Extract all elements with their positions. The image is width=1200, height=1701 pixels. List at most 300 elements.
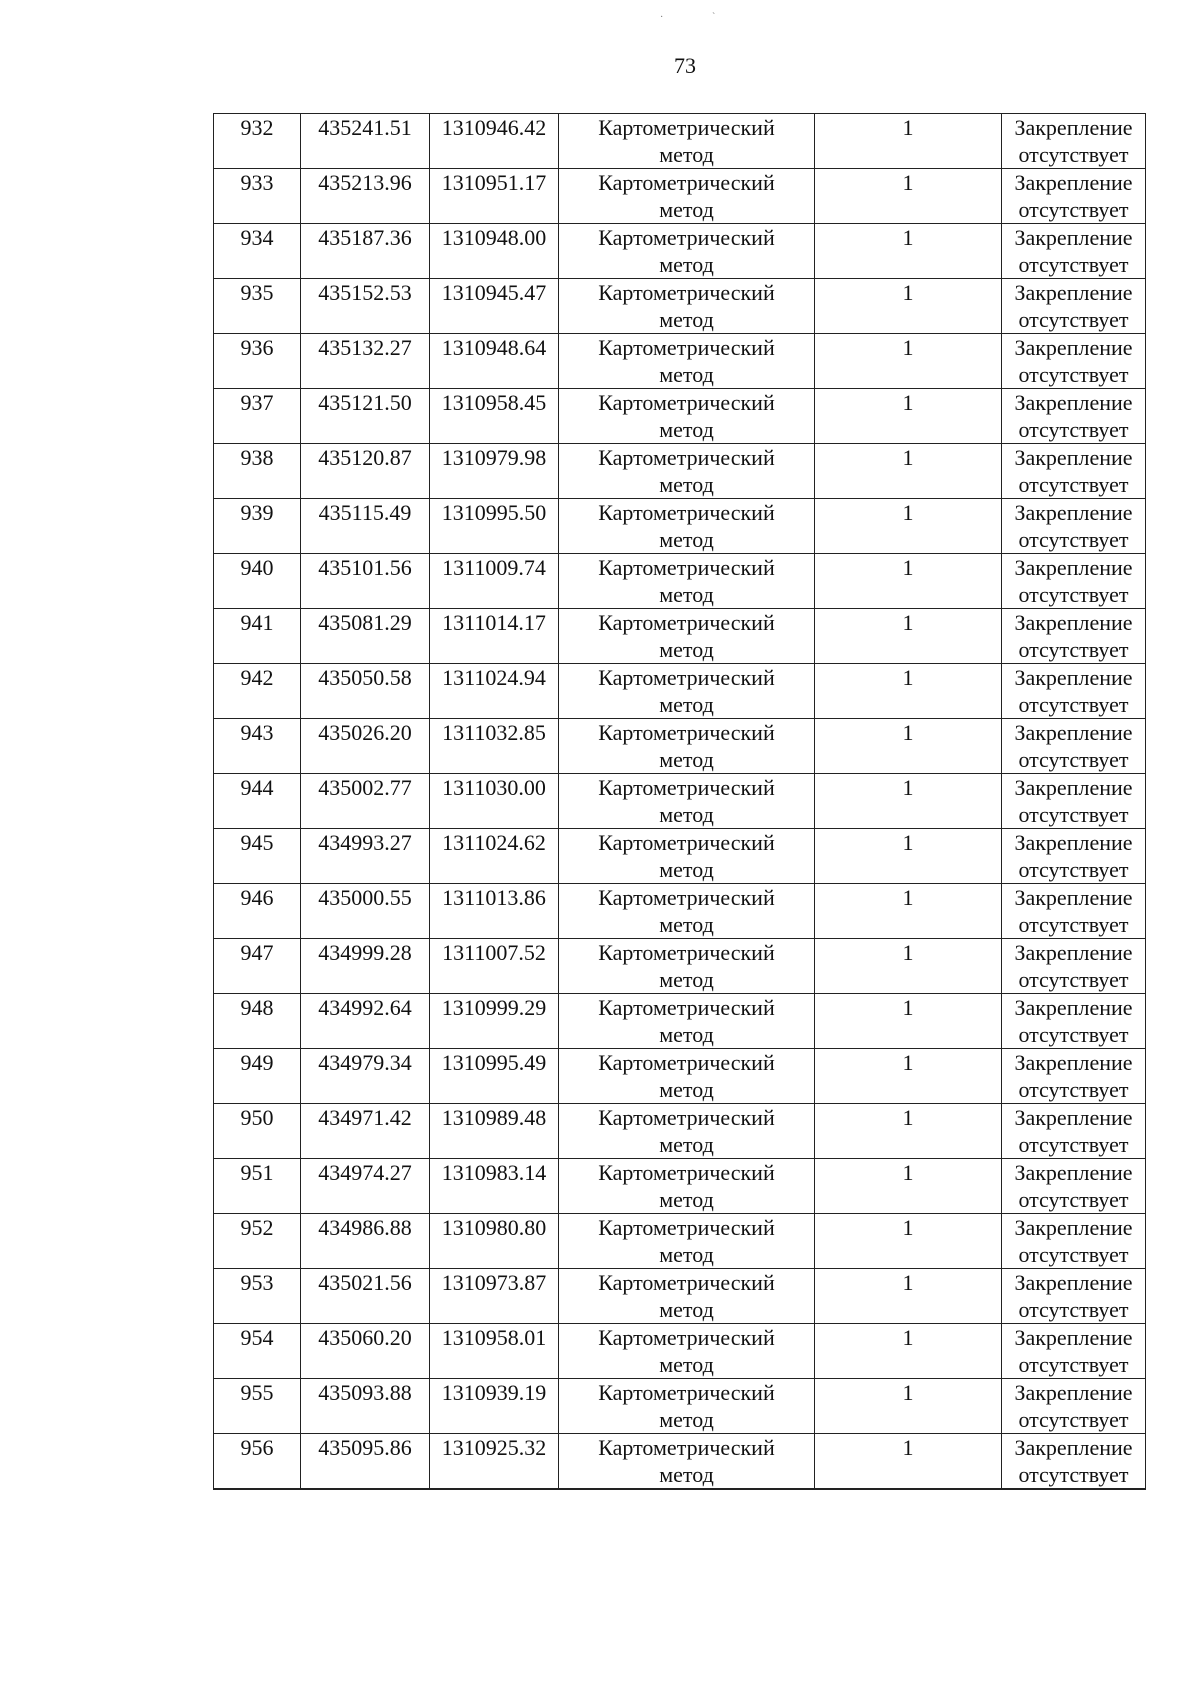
accuracy-value: 1 [902,1380,914,1405]
fixing-text: отсутствует [1018,692,1129,717]
x-coordinate: 434999.28 [318,940,412,965]
fixing-text: Закрепление [1014,1105,1133,1130]
x-coordinate-cell [301,1159,430,1214]
accuracy-cell [815,719,1002,774]
accuracy-value: 1 [902,1435,914,1460]
method-cell [559,664,815,719]
x-coordinate: 435213.96 [318,170,412,195]
y-coordinate: 1310958.01 [441,1325,547,1350]
method-text: метод [659,1297,714,1322]
accuracy-value: 1 [902,665,914,690]
point-number: 936 [240,335,274,360]
page-number-text: 73 [674,53,696,78]
x-coordinate-cell [301,114,430,169]
method-text: Картометрический [598,830,775,855]
y-coordinate-cell [430,664,559,719]
point-number: 944 [240,775,274,800]
table-row [214,939,1146,994]
x-coordinate: 435187.36 [318,225,412,250]
table-row [214,1379,1146,1434]
fixing-text: отсутствует [1018,1077,1129,1102]
coordinates-table [213,113,1146,1490]
x-coordinate: 435132.27 [318,335,412,360]
fixing-cell [1002,774,1146,829]
point-number-cell [214,114,301,169]
x-coordinate-cell [301,1104,430,1159]
point-number-cell [214,389,301,444]
fixing-cell [1002,114,1146,169]
fixing-text: Закрепление [1014,335,1133,360]
y-coordinate: 1310939.19 [441,1380,547,1405]
table-row [214,994,1146,1049]
x-coordinate-cell [301,444,430,499]
table-row [214,279,1146,334]
accuracy-cell [815,1379,1002,1434]
x-coordinate: 435021.56 [318,1270,412,1295]
fixing-text: отсутствует [1018,472,1129,497]
y-coordinate-cell [430,1049,559,1104]
method-text: метод [659,1187,714,1212]
x-coordinate-cell [301,499,430,554]
accuracy-cell [815,279,1002,334]
accuracy-value: 1 [902,885,914,910]
method-cell [559,279,815,334]
x-coordinate-cell [301,1269,430,1324]
table-row [214,224,1146,279]
fixing-text: отсутствует [1018,1132,1129,1157]
fixing-cell [1002,609,1146,664]
x-coordinate: 434992.64 [318,995,412,1020]
method-text: Картометрический [598,500,775,525]
y-coordinate-cell [430,884,559,939]
method-text: метод [659,142,714,167]
accuracy-cell [815,224,1002,279]
point-number-cell [214,444,301,499]
point-number-cell [214,1379,301,1434]
fixing-text: Закрепление [1014,995,1133,1020]
x-coordinate: 434986.88 [318,1215,412,1240]
method-text: метод [659,1352,714,1377]
y-coordinate-cell [430,1434,559,1490]
fixing-text: Закрепление [1014,940,1133,965]
method-text: Картометрический [598,1050,775,1075]
accuracy-cell [815,994,1002,1049]
fixing-text: отсутствует [1018,1462,1129,1487]
accuracy-cell [815,1269,1002,1324]
fixing-text: Закрепление [1014,1050,1133,1075]
fixing-text: отсутствует [1018,857,1129,882]
y-coordinate-cell [430,114,559,169]
fixing-text: Закрепление [1014,170,1133,195]
table-row [214,499,1146,554]
accuracy-value: 1 [902,555,914,580]
x-coordinate-cell [301,169,430,224]
point-number: 932 [240,115,274,140]
y-coordinate-cell [430,939,559,994]
fixing-text: Закрепление [1014,1215,1133,1240]
x-coordinate-cell [301,829,430,884]
point-number: 946 [240,885,274,910]
method-text: Картометрический [598,1380,775,1405]
point-number-cell [214,939,301,994]
method-text: Картометрический [598,555,775,580]
fixing-text: Закрепление [1014,1160,1133,1185]
method-text: метод [659,1242,714,1267]
x-coordinate: 435241.51 [318,115,412,140]
accuracy-value: 1 [902,995,914,1020]
method-cell [559,334,815,389]
x-coordinate: 435081.29 [318,610,412,635]
x-coordinate: 435093.88 [318,1380,412,1405]
fixing-text: Закрепление [1014,1435,1133,1460]
x-coordinate-cell [301,609,430,664]
fixing-cell [1002,389,1146,444]
point-number: 937 [240,390,274,415]
method-cell [559,389,815,444]
fixing-cell [1002,169,1146,224]
fixing-cell [1002,884,1146,939]
fixing-text: Закрепление [1014,390,1133,415]
point-number-cell [214,1324,301,1379]
fixing-text: Закрепление [1014,775,1133,800]
fixing-cell [1002,334,1146,389]
x-coordinate: 434974.27 [318,1160,412,1185]
x-coordinate-cell [301,774,430,829]
fixing-text: отсутствует [1018,912,1129,937]
method-text: метод [659,197,714,222]
fixing-text: отсутствует [1018,1352,1129,1377]
y-coordinate: 1310999.29 [441,995,547,1020]
table-row [214,719,1146,774]
x-coordinate: 435115.49 [318,500,412,525]
fixing-cell [1002,939,1146,994]
accuracy-cell [815,114,1002,169]
method-text: Картометрический [598,940,775,965]
point-number-cell [214,1159,301,1214]
y-coordinate: 1310948.00 [441,225,547,250]
x-coordinate: 435152.53 [318,280,412,305]
table-row [214,1159,1146,1214]
method-cell [559,609,815,664]
table-row [214,1214,1146,1269]
fixing-cell [1002,224,1146,279]
method-text: метод [659,747,714,772]
method-text: Картометрический [598,885,775,910]
method-text: метод [659,692,714,717]
fixing-text: отсутствует [1018,252,1129,277]
y-coordinate-cell [430,774,559,829]
method-text: Картометрический [598,775,775,800]
point-number-cell [214,884,301,939]
method-text: метод [659,1407,714,1432]
point-number: 953 [240,1270,274,1295]
y-coordinate: 1310946.42 [441,115,547,140]
method-cell [559,444,815,499]
fixing-text: отсутствует [1018,1407,1129,1432]
point-number-cell [214,279,301,334]
accuracy-value: 1 [902,390,914,415]
accuracy-cell [815,389,1002,444]
point-number-cell [214,609,301,664]
fixing-text: отсутствует [1018,802,1129,827]
method-text: метод [659,637,714,662]
x-coordinate-cell [301,664,430,719]
fixing-text: отсутствует [1018,1187,1129,1212]
method-text: Картометрический [598,170,775,195]
point-number-cell [214,774,301,829]
method-text: метод [659,1077,714,1102]
table-row [214,664,1146,719]
method-text: метод [659,1022,714,1047]
accuracy-value: 1 [902,280,914,305]
y-coordinate: 1310948.64 [441,335,547,360]
scan-speck: ˋ [712,12,716,23]
y-coordinate: 1311009.74 [442,555,546,580]
point-number: 935 [240,280,274,305]
y-coordinate-cell [430,499,559,554]
table-row [214,554,1146,609]
table-row [214,114,1146,169]
y-coordinate-cell [430,1324,559,1379]
y-coordinate: 1311024.94 [442,665,546,690]
y-coordinate: 1310945.47 [441,280,547,305]
table-row [214,1434,1146,1490]
fixing-cell [1002,1324,1146,1379]
x-coordinate-cell [301,719,430,774]
method-cell [559,1049,815,1104]
method-text: метод [659,802,714,827]
point-number: 938 [240,445,274,470]
method-text: метод [659,1132,714,1157]
method-cell [559,224,815,279]
fixing-cell [1002,1214,1146,1269]
x-coordinate: 435050.58 [318,665,412,690]
method-text: метод [659,417,714,442]
x-coordinate-cell [301,1214,430,1269]
y-coordinate: 1310995.50 [441,500,547,525]
method-cell [559,994,815,1049]
accuracy-cell [815,1324,1002,1379]
y-coordinate-cell [430,444,559,499]
y-coordinate: 1310989.48 [441,1105,547,1130]
point-number: 940 [240,555,274,580]
method-text: Картометрический [598,1105,775,1130]
method-cell [559,1434,815,1490]
x-coordinate: 435121.50 [318,390,412,415]
fixing-text: Закрепление [1014,885,1133,910]
x-coordinate: 434993.27 [318,830,412,855]
accuracy-cell [815,664,1002,719]
accuracy-cell [815,1214,1002,1269]
point-number: 942 [240,665,274,690]
method-text: Картометрический [598,665,775,690]
fixing-text: Закрепление [1014,610,1133,635]
point-number-cell [214,719,301,774]
y-coordinate: 1311032.85 [442,720,546,745]
accuracy-cell [815,609,1002,664]
method-cell [559,1269,815,1324]
x-coordinate-cell [301,884,430,939]
accuracy-value: 1 [902,1160,914,1185]
fixing-text: отсутствует [1018,582,1129,607]
table-row [214,334,1146,389]
x-coordinate: 434971.42 [318,1105,412,1130]
accuracy-value: 1 [902,1050,914,1075]
accuracy-value: 1 [902,720,914,745]
method-text: Картометрический [598,1215,775,1240]
fixing-text: Закрепление [1014,115,1133,140]
accuracy-value: 1 [902,335,914,360]
y-coordinate: 1310951.17 [441,170,547,195]
point-number-cell [214,224,301,279]
method-cell [559,774,815,829]
x-coordinate: 435120.87 [318,445,412,470]
y-coordinate: 1311024.62 [442,830,546,855]
accuracy-cell [815,1159,1002,1214]
y-coordinate-cell [430,1214,559,1269]
y-coordinate: 1311030.00 [442,775,546,800]
method-cell [559,1379,815,1434]
accuracy-value: 1 [902,445,914,470]
page-number [0,52,1200,80]
point-number: 939 [240,500,274,525]
point-number: 956 [240,1435,274,1460]
method-text: Картометрический [598,720,775,745]
fixing-cell [1002,1379,1146,1434]
fixing-text: отсутствует [1018,1242,1129,1267]
accuracy-cell [815,939,1002,994]
fixing-text: отсутствует [1018,967,1129,992]
fixing-cell [1002,994,1146,1049]
y-coordinate-cell [430,1379,559,1434]
point-number: 945 [240,830,274,855]
point-number-cell [214,664,301,719]
fixing-text: Закрепление [1014,830,1133,855]
fixing-cell [1002,719,1146,774]
fixing-text: Закрепление [1014,500,1133,525]
fixing-cell [1002,554,1146,609]
point-number-cell [214,499,301,554]
accuracy-value: 1 [902,1215,914,1240]
method-text: метод [659,362,714,387]
x-coordinate-cell [301,554,430,609]
x-coordinate: 435026.20 [318,720,412,745]
method-text: Картометрический [598,995,775,1020]
x-coordinate: 434979.34 [318,1050,412,1075]
point-number: 934 [240,225,274,250]
accuracy-value: 1 [902,170,914,195]
y-coordinate: 1310979.98 [441,445,547,470]
point-number-cell [214,1434,301,1490]
table-row [214,444,1146,499]
y-coordinate-cell [430,609,559,664]
accuracy-cell [815,334,1002,389]
accuracy-value: 1 [902,940,914,965]
method-cell [559,719,815,774]
fixing-cell [1002,1104,1146,1159]
method-text: Картометрический [598,225,775,250]
x-coordinate-cell [301,1049,430,1104]
accuracy-value: 1 [902,830,914,855]
method-cell [559,829,815,884]
coordinates-table-body [214,114,1146,1490]
fixing-text: отсутствует [1018,307,1129,332]
x-coordinate: 435000.55 [318,885,412,910]
fixing-text: отсутствует [1018,142,1129,167]
y-coordinate: 1311013.86 [442,885,546,910]
point-number-cell [214,554,301,609]
method-cell [559,1324,815,1379]
table-row [214,389,1146,444]
accuracy-cell [815,1434,1002,1490]
y-coordinate-cell [430,1159,559,1214]
method-text: Картометрический [598,1435,775,1460]
point-number: 951 [240,1160,274,1185]
method-text: Картометрический [598,280,775,305]
method-cell [559,1214,815,1269]
y-coordinate-cell [430,1269,559,1324]
fixing-cell [1002,1049,1146,1104]
method-text: метод [659,857,714,882]
y-coordinate-cell [430,279,559,334]
y-coordinate-cell [430,224,559,279]
x-coordinate: 435095.86 [318,1435,412,1460]
point-number-cell [214,169,301,224]
accuracy-cell [815,829,1002,884]
accuracy-value: 1 [902,500,914,525]
x-coordinate-cell [301,994,430,1049]
accuracy-value: 1 [902,775,914,800]
point-number-cell [214,1214,301,1269]
fixing-cell [1002,444,1146,499]
fixing-text: Закрепление [1014,1325,1133,1350]
point-number-cell [214,829,301,884]
y-coordinate: 1310980.80 [441,1215,547,1240]
point-number: 954 [240,1325,274,1350]
y-coordinate: 1310958.45 [441,390,547,415]
y-coordinate: 1310995.49 [441,1050,547,1075]
fixing-text: отсутствует [1018,362,1129,387]
method-text: метод [659,472,714,497]
x-coordinate-cell [301,1379,430,1434]
point-number: 949 [240,1050,274,1075]
method-text: Картометрический [598,445,775,470]
accuracy-cell [815,169,1002,224]
point-number: 947 [240,940,274,965]
accuracy-value: 1 [902,610,914,635]
method-text: метод [659,252,714,277]
accuracy-cell [815,1104,1002,1159]
table-row [214,609,1146,664]
fixing-text: отсутствует [1018,1022,1129,1047]
point-number: 933 [240,170,274,195]
accuracy-value: 1 [902,115,914,140]
method-text: метод [659,307,714,332]
x-coordinate-cell [301,334,430,389]
y-coordinate: 1310983.14 [441,1160,547,1185]
point-number: 950 [240,1105,274,1130]
method-cell [559,884,815,939]
point-number-cell [214,1049,301,1104]
method-text: метод [659,1462,714,1487]
x-coordinate-cell [301,1434,430,1490]
x-coordinate-cell [301,1324,430,1379]
accuracy-value: 1 [902,1270,914,1295]
point-number: 952 [240,1215,274,1240]
y-coordinate: 1311014.17 [442,610,546,635]
y-coordinate-cell [430,389,559,444]
table-row [214,884,1146,939]
